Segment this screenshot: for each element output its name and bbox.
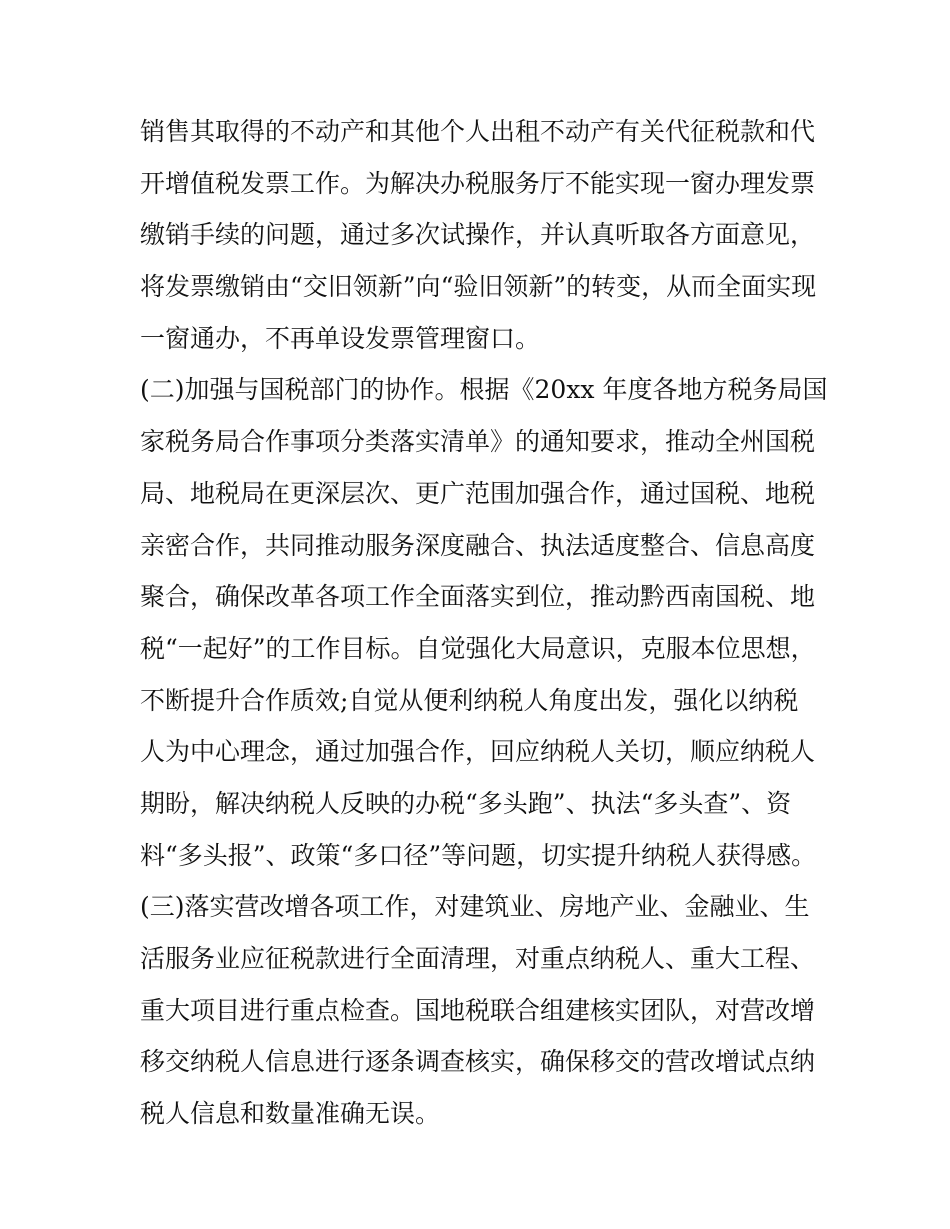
text-line: 聚合，确保改革各项工作全面落实到位，推动黔西南国税、地 [140,582,816,612]
text-line: 一窗通办，不再单设发票管理窗口。 [140,323,541,353]
text-line: (二)加强与国税部门的协作。根据《20xx 年度各地方税务局国 [140,375,828,405]
text-line: 缴销手续的问题，通过多次试操作，并认真听取各方面意见， [140,220,816,250]
text-line: 移交纳税人信息进行逐条调查核实，确保移交的营改增试点纳 [140,1047,816,1077]
text-line: 家税务局合作事项分类落实清单》的通知要求，推动全州国税 [140,427,816,457]
text-line: 亲密合作，共同推动服务深度融合、执法适度整合、信息高度 [140,530,816,560]
text-line: (三)落实营改增各项工作，对建筑业、房地产业、金融业、生 [140,892,810,922]
text-line: 税“一起好”的工作目标。自觉强化大局意识，克服本位思想， [140,633,816,663]
text-line: 将发票缴销由“交旧领新”向“验旧领新”的转变，从而全面实现 [140,272,817,302]
text-line: 料“多头报”、政策“多口径”等问题，切实提升纳税人获得感。 [140,840,817,870]
text-line: 活服务业应征税款进行全面清理，对重点纳税人、重大工程、 [140,944,816,973]
body-text [140,106,830,1140]
text-line: 开增值税发票工作。为解决办税服务厅不能实现一窗办理发票 [140,168,816,198]
text-line: 期盼，解决纳税人反映的办税“多头跑”、执法“多头查”、资 [140,788,792,818]
text-line: 不断提升合作质效;自觉从便利纳税人角度出发，强化以纳税 [140,685,799,715]
text-line: 局、地税局在更深层次、更广范围加强合作，通过国税、地税 [140,478,816,508]
text-line: 销售其取得的不动产和其他个人出租不动产有关代征税款和代 [140,117,816,146]
text-line: 重大项目进行重点检查。国地税联合组建核实团队，对营改增 [140,995,816,1025]
text-line: 人为中心理念，通过加强合作，回应纳税人关切，顺应纳税人 [140,737,816,767]
text-line: 税人信息和数量准确无误。 [140,1099,441,1129]
